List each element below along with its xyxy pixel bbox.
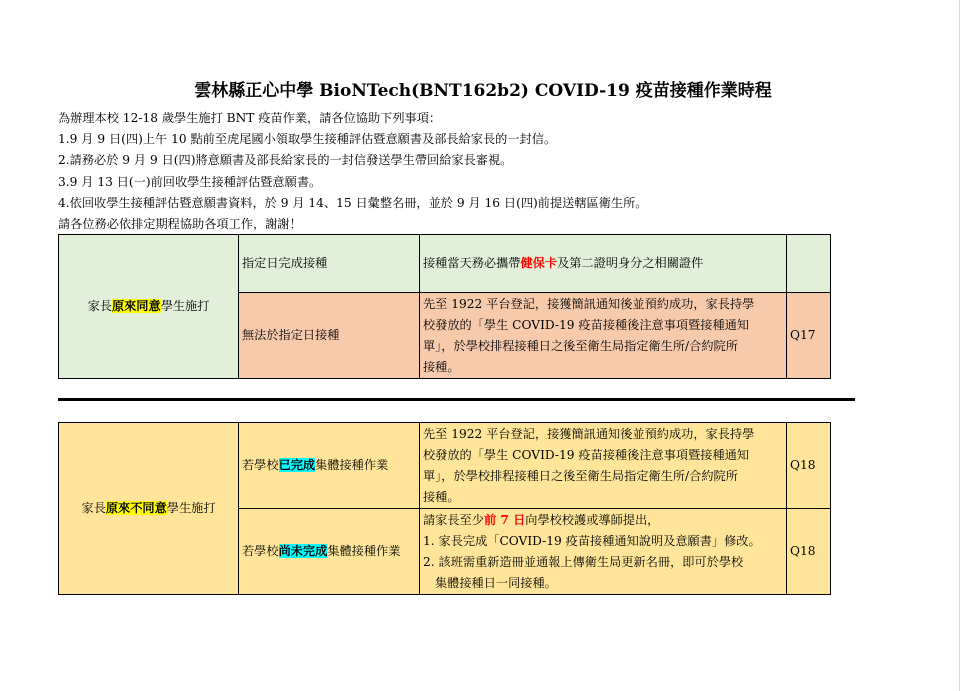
condition-cell: 指定日完成接種 [239, 235, 420, 293]
highlight-completed: 已完成 [278, 458, 316, 472]
group-cell-no-consent: 家長原來不同意學生施打 [59, 423, 239, 595]
instructions-cell: 先至 1922 平台登記，接獲簡訊通知後並預約成功，家長持學 校發放的「學生 COVID-19 疫苗接種後注意事項暨接種通知 單」，於學校排程接種日之後至衛生局指定衛生所/合約院所 接種。 [420, 293, 787, 379]
instructions-cell: 先至 1922 平台登記，接獲簡訊通知後並預約成功，家長持學 校發放的「學生 COVID-19 疫苗接種後注意事項暨接種通知 單」，於學校排程接種日之後至衛生局指定衛生所/合約院所 接種。 [420, 423, 787, 509]
intro-line: 請各位務必依排定期程協助各項工作，謝謝！ [58, 216, 302, 231]
schedule-table-consent [58, 234, 831, 379]
condition-cell: 無法於指定日接種 [239, 293, 420, 379]
note-cell: 接種當天務必攜帶健保卡及第二證明身分之相關證件 [420, 235, 787, 293]
condition-cell: 若學校已完成集體接種作業 [239, 423, 420, 509]
intro-line: 4.依回收學生接種評估暨意願書資料，於 9 月 14、15 日彙整名冊，並於 9 月 16 日(四)前提送轄區衛生所。 [58, 195, 648, 210]
intro-line: 1.9 月 9 日(四)上午 10 點前至虎尾國小領取學生接種評估暨意願書及部長給家長的一封信。 [58, 132, 557, 147]
list-item: 1. 家長完成「COVID-19 疫苗接種通知說明及意願書」修改。 [423, 533, 761, 548]
group-cell-consent: 家長原來同意學生施打 [59, 235, 239, 379]
ref-cell: Q18 [787, 509, 831, 595]
list-item: 2. 該班需重新造冊並通報上傳衛生局更新名冊，即可於學校 [423, 554, 744, 569]
ref-cell [787, 235, 831, 293]
instructions-cell: 請家長至少前 7 日向學校校護或導師提出， 1. 家長完成「COVID-19 疫苗接種通知說明及意願書」修改。 2. 該班需重新造冊並通報上傳衛生局更新名冊，即可於學校 集體接種日一同接種。 [420, 509, 787, 595]
highlight-consent: 原來同意 [111, 299, 161, 313]
page-edge [959, 0, 960, 691]
highlight-no-consent: 原來不同意 [105, 501, 167, 515]
highlight-not-completed: 尚未完成 [278, 544, 328, 558]
schedule-table-no-consent [58, 422, 831, 595]
document-title: 雲林縣正心中學 BioNTech(BNT162b2) COVID-19 疫苗接種作業時程 [194, 81, 772, 101]
intro-line: 為辦理本校 12-18 歲學生施打 BNT 疫苗作業，請各位協助下列事項： [58, 111, 442, 125]
intro-line: 2.請務必於 9 月 9 日(四)將意願書及部長給家長的一封信發送學生帶回給家長審視。 [58, 153, 513, 168]
ref-cell: Q18 [787, 423, 831, 509]
health-card-emphasis: 健保卡 [520, 256, 558, 270]
intro-line: 3.9 月 13 日(一)前回收學生接種評估暨意願書。 [58, 174, 322, 189]
section-divider [58, 398, 855, 401]
ref-cell: Q17 [787, 293, 831, 379]
list-item: 集體接種日一同接種。 [435, 575, 557, 590]
intro-paragraph [58, 108, 647, 235]
condition-cell: 若學校尚未完成集體接種作業 [239, 509, 420, 595]
seven-days-emphasis: 前 7 日 [483, 512, 526, 527]
